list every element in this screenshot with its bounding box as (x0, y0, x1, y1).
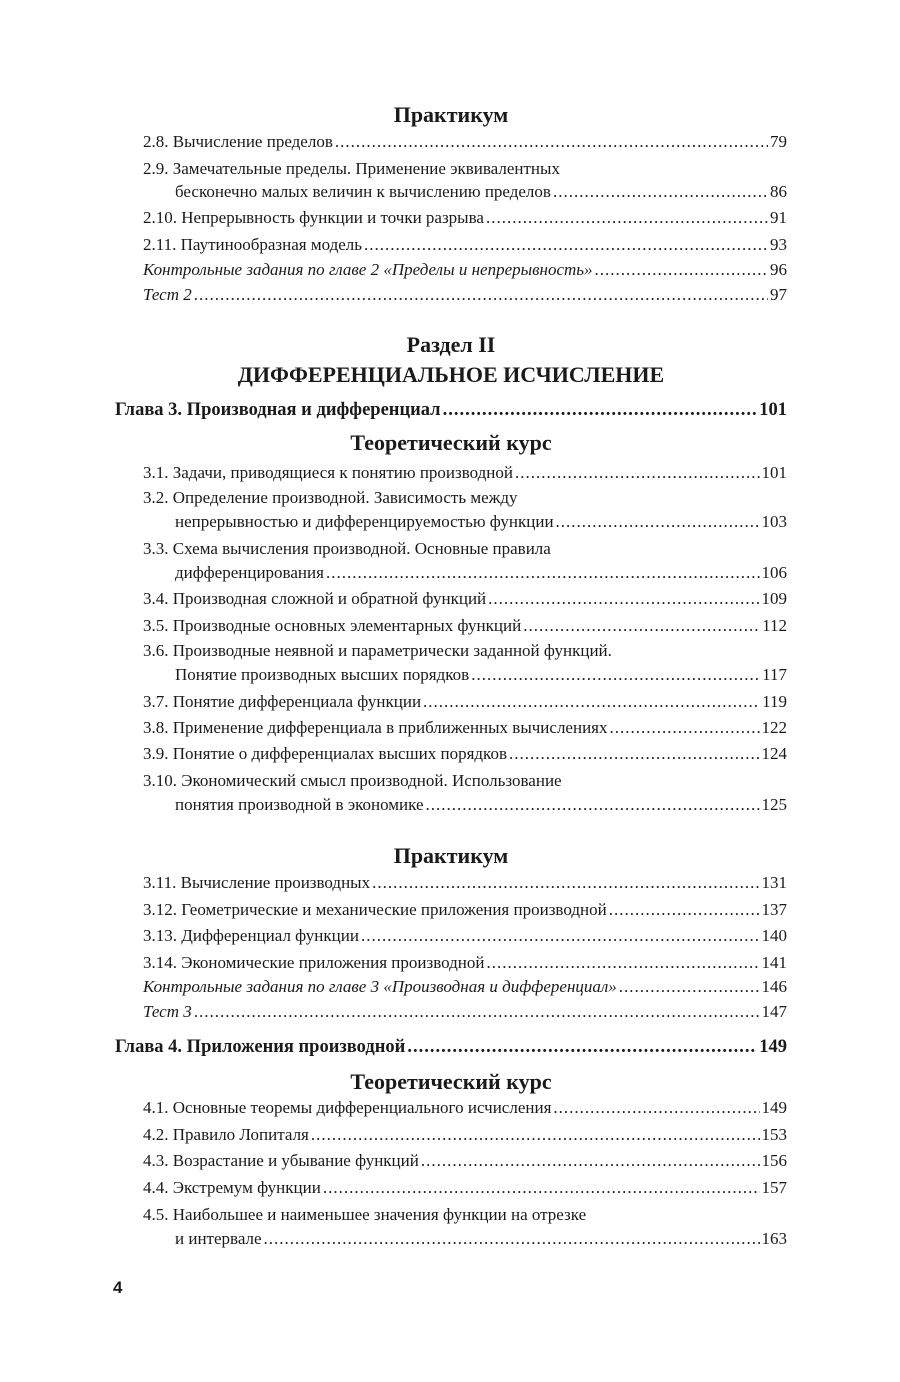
entry-title: 2.8. Вычисление пределов (143, 132, 333, 151)
entry-title: бесконечно малых величин к вычислению пределов (175, 182, 551, 201)
entry-title: 2.10. Непрерывность функции и точки разрыва (143, 208, 484, 227)
toc-entry[interactable] (175, 663, 787, 687)
dot-leader (192, 1000, 760, 1024)
chapter-entry[interactable] (115, 398, 787, 422)
dot-leader (593, 258, 768, 282)
page-ref: 122 (761, 718, 787, 737)
page-ref: 146 (761, 977, 787, 996)
dot-leader (554, 510, 760, 534)
section-heading: Практикум (393, 843, 509, 868)
toc-entry[interactable] (143, 951, 787, 975)
entry-title: понятия производной в экономике (175, 795, 424, 814)
toc-entry[interactable] (143, 716, 787, 740)
toc-entry[interactable] (143, 206, 787, 230)
page-ref: 149 (761, 1098, 787, 1117)
page-ref: 157 (761, 1178, 787, 1197)
toc-entry[interactable] (175, 510, 787, 534)
entry-title: 2.11. Паутинообразная модель (143, 235, 363, 254)
dot-leader (419, 1149, 760, 1173)
toc-entry[interactable] (143, 461, 787, 485)
entry-title: 3.13. Дифференциал функции (143, 926, 359, 945)
entry-title: Контрольные задания по главе 3 «Производная и дифференциал» (143, 977, 617, 996)
dot-leader (262, 1227, 760, 1251)
entry-title: Глава 3. Производная и дифференциал (115, 400, 441, 420)
dot-leader (424, 793, 760, 817)
page-ref: 141 (761, 953, 787, 972)
page-ref: 112 (762, 616, 787, 635)
entry-title: 3.5. Производные основных элементарных функций (143, 616, 522, 635)
dot-leader (324, 561, 760, 585)
entry-title: 3.9. Понятие о дифференциалах высших порядков (143, 744, 507, 763)
entry-title: 4.3. Возрастание и убывание функций (143, 1151, 419, 1170)
entry-title: 3.2. Определение производной. Зависимость между (143, 488, 518, 507)
toc-entry[interactable] (175, 793, 787, 817)
page-ref: 119 (762, 692, 787, 711)
toc-entry[interactable] (175, 1227, 787, 1251)
entry-title: 4.1. Основные теоремы дифференциального исчисления (143, 1098, 552, 1117)
entry-title: дифференцирования (175, 563, 324, 582)
entry-title: Контрольные задания по главе 2 «Пределы и непрерывность» (143, 260, 593, 279)
page-number: 4 (113, 1278, 123, 1297)
toc-entry[interactable] (143, 283, 787, 307)
toc-entry[interactable] (143, 924, 787, 948)
entry-title: 2.9. Замечательные пределы. Применение эквивалентных (143, 159, 560, 178)
toc-entry[interactable] (143, 233, 787, 257)
toc-entry[interactable] (143, 871, 787, 895)
part-title: ДИФФЕРЕНЦИАЛЬНОЕ ИСЧИСЛЕНИЕ (237, 362, 665, 387)
entry-title: 3.3. Схема вычисления производной. Основные правила (143, 539, 551, 558)
entry-title: 3.6. Производные неявной и параметрически заданной функций. (143, 641, 612, 660)
dot-leader (607, 898, 760, 922)
toc-entry[interactable] (143, 1096, 787, 1120)
page-ref: 109 (761, 589, 787, 608)
entry-title: 3.14. Экономические приложения производной (143, 953, 485, 972)
dot-leader (484, 206, 768, 230)
entry-title: 3.12. Геометрические и механические приложения производной (143, 900, 607, 919)
toc-entry[interactable] (143, 258, 787, 282)
dot-leader (486, 587, 759, 611)
dot-leader (362, 233, 768, 257)
page-ref: 96 (770, 260, 787, 279)
part-heading: Раздел II (406, 332, 496, 357)
page-ref: 125 (761, 795, 787, 814)
page-ref: 163 (761, 1229, 787, 1248)
page-ref: 140 (761, 926, 787, 945)
page-ref: 101 (759, 400, 787, 420)
page-ref: 149 (759, 1037, 787, 1057)
page-ref: 103 (761, 512, 787, 531)
dot-leader (521, 614, 760, 638)
toc-entry[interactable] (143, 587, 787, 611)
toc-entry[interactable] (143, 1176, 787, 1200)
page-ref: 131 (761, 873, 787, 892)
dot-leader (617, 975, 760, 999)
entry-title: Глава 4. Приложения производной (115, 1037, 406, 1057)
entry-title: 4.4. Экстремум функции (143, 1178, 321, 1197)
page-ref: 79 (770, 132, 787, 151)
dot-leader (608, 716, 760, 740)
entry-title: непрерывностью и дифференцируемостью функции (175, 512, 554, 531)
page-ref: 156 (761, 1151, 787, 1170)
dot-leader (469, 663, 760, 687)
entry-title: 3.8. Применение дифференциала в приближенных вычислениях (143, 718, 608, 737)
entry-title: 3.4. Производная сложной и обратной функций (143, 589, 487, 608)
toc-entry[interactable] (143, 1149, 787, 1173)
entry-title: Понятие производных высших порядков (175, 665, 470, 684)
toc-entry[interactable] (175, 561, 787, 585)
dot-leader (507, 742, 760, 766)
toc-entry[interactable] (143, 742, 787, 766)
page-ref: 117 (762, 665, 787, 684)
section-heading: Практикум (393, 102, 509, 127)
dot-leader (192, 283, 768, 307)
dot-leader (321, 1176, 760, 1200)
entry-title: Тест 3 (143, 1002, 192, 1021)
toc-entry[interactable] (143, 1123, 787, 1147)
dot-leader (513, 461, 759, 485)
chapter-entry[interactable] (115, 1035, 787, 1059)
dot-leader (441, 398, 758, 422)
page-ref: 93 (770, 235, 787, 254)
toc-entry[interactable] (143, 898, 787, 922)
page-ref: 106 (761, 563, 787, 582)
dot-leader (309, 1123, 760, 1147)
page-ref: 101 (761, 463, 787, 482)
toc-entry[interactable] (143, 614, 787, 638)
toc-entry[interactable] (143, 975, 787, 999)
entry-title: 3.1. Задачи, приводящиеся к понятию производной (143, 463, 514, 482)
toc-entry[interactable] (143, 130, 787, 154)
dot-leader (421, 690, 760, 714)
dot-leader (551, 180, 768, 204)
dot-leader (333, 130, 768, 154)
page-ref: 97 (770, 285, 787, 304)
section-heading: Теоретический курс (350, 1069, 552, 1094)
page-ref: 91 (770, 208, 787, 227)
page-ref: 137 (761, 900, 787, 919)
entry-title: Тест 2 (143, 285, 192, 304)
page-ref: 86 (770, 182, 787, 201)
toc-entry[interactable] (143, 1000, 787, 1024)
dot-leader (359, 924, 760, 948)
toc-entry[interactable] (175, 180, 787, 204)
dot-leader (551, 1096, 759, 1120)
entry-title: 4.5. Наибольшее и наименьшее значения функции на отрезке (143, 1205, 587, 1224)
entry-title: 3.11. Вычисление производных (143, 873, 371, 892)
page-ref: 147 (761, 1002, 787, 1021)
page-ref: 124 (761, 744, 787, 763)
entry-title: 4.2. Правило Лопиталя (143, 1125, 309, 1144)
dot-leader (484, 951, 759, 975)
page-ref: 153 (761, 1125, 787, 1144)
entry-title: 3.10. Экономический смысл производной. Использование (143, 771, 562, 790)
toc-entry[interactable] (143, 690, 787, 714)
entry-title: и интервале (175, 1229, 262, 1248)
section-heading: Теоретический курс (350, 430, 552, 455)
entry-title: 3.7. Понятие дифференциала функции (143, 692, 422, 711)
dot-leader (405, 1035, 757, 1059)
dot-leader (370, 871, 759, 895)
